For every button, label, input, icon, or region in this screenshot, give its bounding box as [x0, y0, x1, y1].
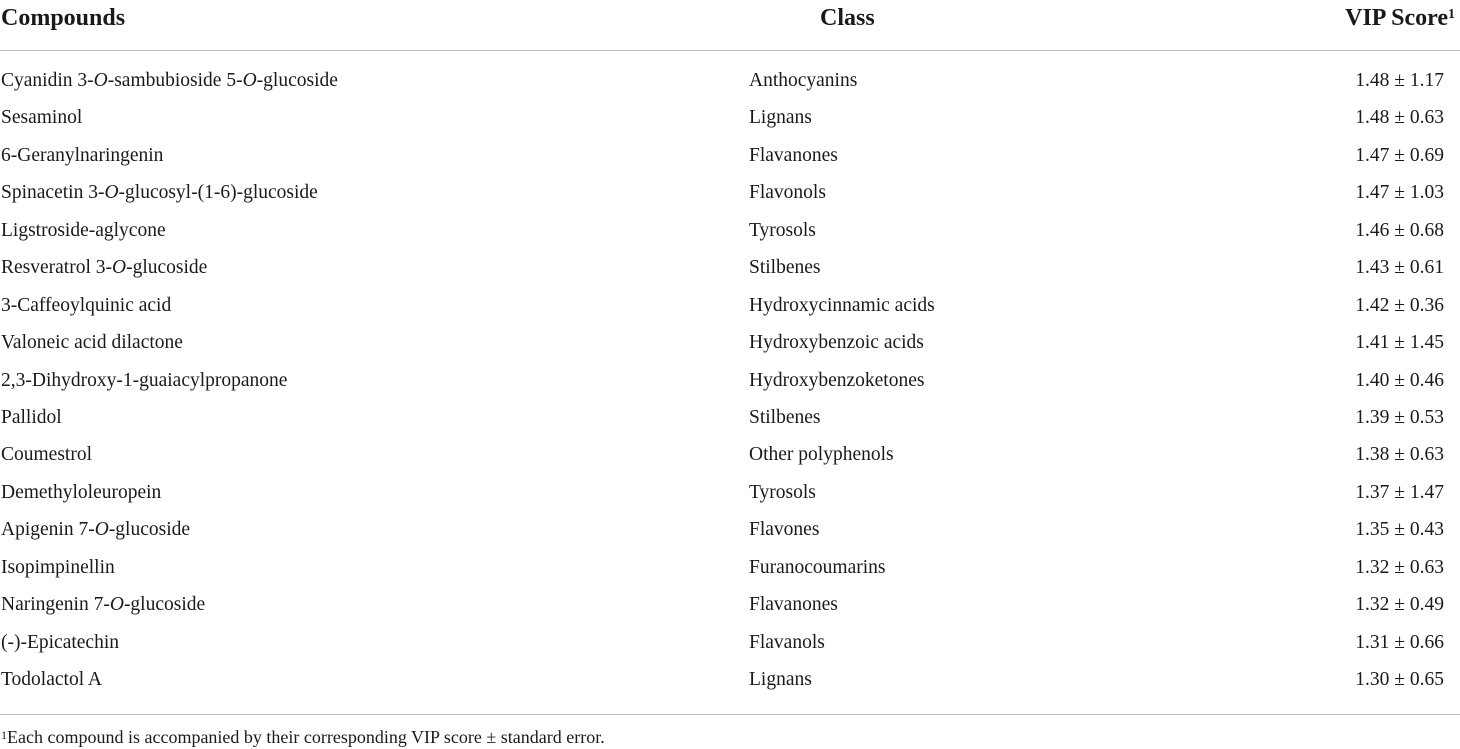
- table-row: [0, 63, 1460, 100]
- vip-score-cell: 1.32 ± 0.63: [1355, 556, 1444, 578]
- table-row: [0, 213, 1460, 250]
- footnote-marker: 1: [1, 728, 7, 742]
- compound-class-cell: Flavones: [749, 519, 820, 541]
- vip-score-cell: 1.30 ± 0.65: [1355, 669, 1444, 690]
- compound-class-cell: Other polyphenols: [749, 444, 894, 466]
- vip-score-cell: 1.41 ± 1.45: [1355, 332, 1444, 354]
- vip-score-cell: 1.31 ± 0.66: [1355, 631, 1444, 653]
- table-row: [0, 100, 1460, 137]
- table-row: [0, 512, 1460, 549]
- compound-class-cell: Flavanones: [749, 594, 838, 616]
- compound-name-cell: Isopimpinellin: [1, 556, 115, 578]
- compound-class-cell: Flavanones: [749, 144, 838, 166]
- footnote-text: Each compound is accompanied by their corresponding VIP score ± standard error.: [7, 727, 605, 747]
- compound-name-cell: Valoneic acid dilactone: [1, 332, 183, 354]
- vip-score-cell: 1.48 ± 0.63: [1355, 107, 1444, 129]
- compound-name-cell: Cyanidin 3-O-sambubioside 5-O-glucoside: [1, 70, 338, 91]
- table-footnote: [1, 725, 605, 749]
- table-row: [0, 138, 1460, 175]
- compound-name-cell: Todolactol A: [1, 669, 102, 690]
- compound-class-cell: Tyrosols: [749, 219, 816, 241]
- compound-class-cell: Stilbenes: [749, 257, 821, 279]
- vip-score-cell: 1.46 ± 0.68: [1355, 219, 1444, 241]
- compound-name-cell: 6-Geranylnaringenin: [1, 144, 164, 166]
- compound-name-cell: Demethyloleuropein: [1, 481, 162, 503]
- vip-score-cell: 1.48 ± 1.17: [1355, 70, 1444, 91]
- table-row: [0, 625, 1460, 662]
- compound-name-cell: Coumestrol: [1, 444, 92, 466]
- table-row: [0, 475, 1460, 512]
- vip-score-cell: 1.42 ± 0.36: [1355, 294, 1444, 316]
- table-header: [0, 0, 1460, 51]
- vip-score-cell: 1.40 ± 0.46: [1355, 369, 1444, 391]
- compound-class-cell: Lignans: [749, 107, 812, 129]
- vip-score-cell: 1.47 ± 1.03: [1355, 182, 1444, 204]
- compound-class-cell: Furanocoumarins: [749, 556, 886, 578]
- compound-name-cell: 3-Caffeoylquinic acid: [1, 294, 172, 316]
- vip-score-cell: 1.35 ± 0.43: [1355, 519, 1444, 541]
- compound-class-cell: Flavanols: [749, 631, 825, 653]
- vip-score-cell: 1.38 ± 0.63: [1355, 444, 1444, 466]
- table-row: [0, 288, 1460, 325]
- compound-name-cell: Resveratrol 3-O-glucoside: [1, 257, 208, 279]
- footer-rule: [0, 714, 1460, 715]
- table-body: [0, 63, 1460, 699]
- compound-name-cell: Apigenin 7-O-glucoside: [1, 519, 191, 541]
- header-vip-label: VIP Score: [1345, 5, 1448, 31]
- vip-score-cell: 1.37 ± 1.47: [1355, 481, 1444, 503]
- header-class: Class: [820, 5, 875, 31]
- header-vip-score: [1345, 3, 1455, 33]
- table-row: [0, 437, 1460, 474]
- table-row: [0, 587, 1460, 624]
- compound-name-cell: Spinacetin 3-O-glucosyl-(1-6)-glucoside: [1, 182, 318, 204]
- vip-score-cell: 1.32 ± 0.49: [1355, 594, 1444, 616]
- compound-class-cell: Lignans: [749, 669, 812, 690]
- compound-name-cell: Ligstroside-aglycone: [1, 219, 166, 241]
- compound-name-cell: Sesaminol: [1, 107, 83, 129]
- table-row: [0, 175, 1460, 212]
- header-compounds: Compounds: [1, 5, 126, 31]
- compound-class-cell: Anthocyanins: [749, 70, 858, 91]
- compound-class-cell: Hydroxycinnamic acids: [749, 294, 935, 316]
- compound-class-cell: Tyrosols: [749, 481, 816, 503]
- vip-score-cell: 1.43 ± 0.61: [1355, 257, 1444, 279]
- header-vip-footnote-marker: 1: [1448, 7, 1455, 22]
- compound-name-cell: (-)-Epicatechin: [1, 631, 120, 653]
- compound-class-cell: Stilbenes: [749, 406, 821, 428]
- table-row: [0, 550, 1460, 587]
- vip-score-cell: 1.47 ± 0.69: [1355, 144, 1444, 166]
- vip-score-cell: 1.39 ± 0.53: [1355, 406, 1444, 428]
- compound-name-cell: Naringenin 7-O-glucoside: [1, 594, 206, 616]
- compound-class-cell: Hydroxybenzoic acids: [749, 332, 924, 354]
- table-row: [0, 325, 1460, 362]
- compound-class-cell: Hydroxybenzoketones: [749, 369, 925, 391]
- table-row: [0, 662, 1460, 699]
- compound-name-cell: 2,3-Dihydroxy-1-guaiacylpropanone: [1, 369, 288, 391]
- table-row: [0, 250, 1460, 287]
- compound-class-cell: Flavonols: [749, 182, 826, 204]
- compound-name-cell: Pallidol: [1, 406, 62, 428]
- table-row: [0, 400, 1460, 437]
- table-row: [0, 363, 1460, 400]
